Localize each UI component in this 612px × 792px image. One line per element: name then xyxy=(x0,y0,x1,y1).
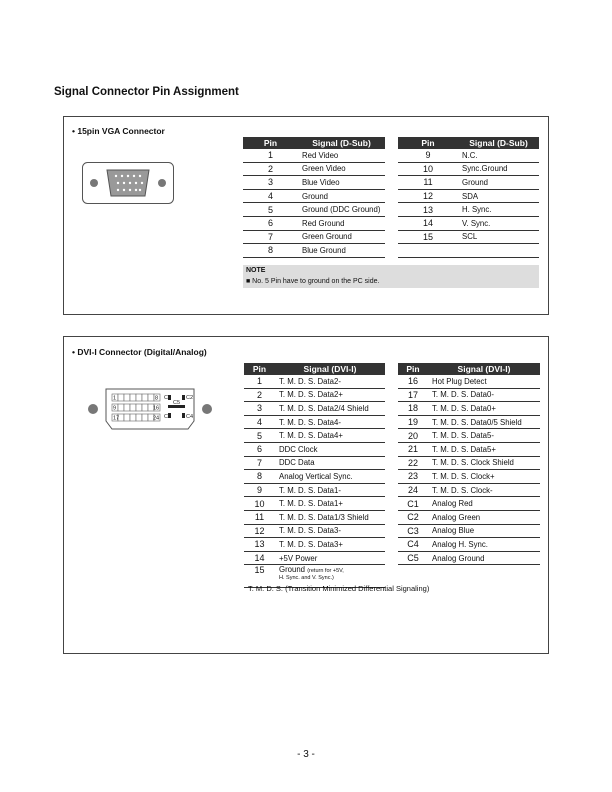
pin-signal: T. M. D. S. Data0+ xyxy=(428,402,540,416)
pin-number: 22 xyxy=(398,456,428,470)
pin-number: 7 xyxy=(243,230,298,244)
table-row xyxy=(398,230,539,244)
table-row xyxy=(243,189,385,203)
pin-header: Pin xyxy=(243,137,298,149)
table-row xyxy=(398,388,540,402)
note-heading: NOTE xyxy=(246,267,266,274)
pin-signal: Ground xyxy=(298,189,385,203)
table-row xyxy=(398,510,540,524)
pin-number: C5 xyxy=(398,551,428,565)
table-row xyxy=(244,429,385,443)
pin-number: C4 xyxy=(398,538,428,552)
table-row xyxy=(243,216,385,230)
pin-number: 1 xyxy=(243,149,298,162)
table-row xyxy=(398,162,539,176)
pin-signal: Analog Red xyxy=(428,497,540,511)
signal-header: Signal (D-Sub) xyxy=(458,137,539,149)
pin-signal: T. M. D. S. Data4- xyxy=(275,415,385,429)
table-row xyxy=(398,375,540,388)
pin-signal: N.C. xyxy=(458,149,539,162)
pin-number: 1 xyxy=(244,375,275,388)
page-title: Signal Connector Pin Assignment xyxy=(54,86,239,98)
table-row xyxy=(244,415,385,429)
dvi-pin-label-24: 24 xyxy=(153,415,160,422)
signal-header: Signal (DVI-I) xyxy=(428,363,540,375)
dvi-pin-label-1: 1 xyxy=(113,395,117,402)
pin-signal: SCL xyxy=(458,230,539,244)
pin-number: 4 xyxy=(243,189,298,203)
pin-signal: T. M. D. S. Data1+ xyxy=(275,497,385,511)
pin-number: 7 xyxy=(244,456,275,470)
pin-number: 17 xyxy=(398,388,428,402)
dvi-pin-label-17: 17 xyxy=(113,415,120,422)
pin-number: 3 xyxy=(244,402,275,416)
pin-signal: Blue Video xyxy=(298,176,385,190)
pin-signal: Red Ground xyxy=(298,216,385,230)
pin-signal: T. M. D. S. Data5- xyxy=(428,429,540,443)
pin-signal: DDC Data xyxy=(275,456,385,470)
pin-number: 14 xyxy=(244,551,275,565)
pin-signal: SDA xyxy=(458,189,539,203)
table-row xyxy=(243,244,385,258)
pin-signal: T. M. D. S. Data1/3 Shield xyxy=(275,510,385,524)
pin-header: Pin xyxy=(244,363,275,375)
dvi-pin-label-c1: C1 xyxy=(164,395,172,401)
vga-pin-table-left xyxy=(243,137,385,258)
pin-number: 15 xyxy=(398,230,458,244)
pin-number: C2 xyxy=(398,510,428,524)
pin-signal: Analog Green xyxy=(428,510,540,524)
pin-number: 21 xyxy=(398,442,428,456)
table-row xyxy=(244,470,385,484)
table-row xyxy=(244,456,385,470)
pin-number: 16 xyxy=(398,375,428,388)
pin-signal: T. M. D. S. Clock Shield xyxy=(428,456,540,470)
pin-signal: Sync.Ground xyxy=(458,162,539,176)
pin-signal: DDC Clock xyxy=(275,442,385,456)
pin-number: 18 xyxy=(398,402,428,416)
table-row xyxy=(244,483,385,497)
pin-signal: Ground (DDC Ground) xyxy=(298,203,385,217)
pin-number: 2 xyxy=(243,162,298,176)
table-row xyxy=(398,470,540,484)
pin-number: 15 xyxy=(244,565,275,588)
table-row xyxy=(398,216,539,230)
page-number: - 3 - xyxy=(297,749,315,760)
vga-pin-table-right xyxy=(398,137,539,258)
pin-signal: Blue Ground xyxy=(298,244,385,258)
pin-signal: T. M. D. S. Data4+ xyxy=(275,429,385,443)
pin-number: 24 xyxy=(398,483,428,497)
pin-signal: Analog H. Sync. xyxy=(428,538,540,552)
dvi-pin-label-c5: C5 xyxy=(173,400,181,406)
table-row xyxy=(243,203,385,217)
table-row xyxy=(243,149,385,162)
table-row xyxy=(244,402,385,416)
dvi-pin-label-c4: C4 xyxy=(186,414,194,420)
pin-signal: Analog Blue xyxy=(428,524,540,538)
table-row xyxy=(244,551,385,565)
pin-number: 12 xyxy=(398,189,458,203)
table-row xyxy=(244,524,385,538)
table-row xyxy=(398,244,539,258)
dvi-pin-table-left xyxy=(244,363,385,588)
pin-header: Pin xyxy=(398,137,458,149)
pin-number: 9 xyxy=(398,149,458,162)
table-row xyxy=(243,230,385,244)
pin-header: Pin xyxy=(398,363,428,375)
pin-signal: H. Sync. xyxy=(458,203,539,217)
table-row xyxy=(398,442,540,456)
pin-number: 9 xyxy=(244,483,275,497)
pin-number: 12 xyxy=(244,524,275,538)
pin-signal: Green Video xyxy=(298,162,385,176)
pin-number: C1 xyxy=(398,497,428,511)
pin-signal: T. M. D. S. Data0- xyxy=(428,388,540,402)
dvi-pin-label-c2: C2 xyxy=(186,395,194,401)
pin-number: 2 xyxy=(244,388,275,402)
dvi-pin-label-16: 16 xyxy=(153,405,160,412)
dvi-pin-table-right xyxy=(398,363,540,565)
pin-number: 23 xyxy=(398,470,428,484)
pin-signal: T. M. D. S. Clock+ xyxy=(428,470,540,484)
pin-signal: T. M. D. S. Data2- xyxy=(275,375,385,388)
pin-signal: Hot Plug Detect xyxy=(428,375,540,388)
pin-number: 6 xyxy=(243,216,298,230)
table-row xyxy=(243,176,385,190)
tmds-footnote: T. M. D. S. (Transition Minimized Differential Signaling) xyxy=(248,584,430,593)
pin-signal-subtext: H. Sync. and V. Sync.) xyxy=(279,574,334,581)
pin-number: 8 xyxy=(243,244,298,258)
pin-signal: T. M. D. S. Data2+ xyxy=(275,388,385,402)
pin-signal: T. M. D. S. Data2/4 Shield xyxy=(275,402,385,416)
pin-signal-subtext: (return for +5V, xyxy=(307,568,344,575)
vga-connector-icon xyxy=(82,162,174,204)
note-text: ■ No. 5 Pin have to ground on the PC side. xyxy=(246,278,380,285)
dvi-pin-label-8: 8 xyxy=(155,395,159,402)
pin-signal: Ground xyxy=(458,176,539,190)
pin-signal: Ground xyxy=(279,565,306,575)
table-row xyxy=(244,510,385,524)
pin-number: 11 xyxy=(244,510,275,524)
dvi-connector-icon xyxy=(84,387,216,431)
table-row xyxy=(398,189,539,203)
pin-number: 13 xyxy=(398,203,458,217)
table-row xyxy=(244,442,385,456)
table-row xyxy=(398,402,540,416)
table-row xyxy=(398,483,540,497)
table-row xyxy=(244,538,385,552)
pin-number: 13 xyxy=(244,538,275,552)
pin-signal: T. M. D. S. Data3+ xyxy=(275,538,385,552)
table-row xyxy=(244,497,385,511)
pin-number: 4 xyxy=(244,415,275,429)
table-row xyxy=(398,149,539,162)
pin-number: 11 xyxy=(398,176,458,190)
pin-signal: T. M. D. S. Data0/5 Shield xyxy=(428,415,540,429)
table-row xyxy=(398,203,539,217)
pin-number: 3 xyxy=(243,176,298,190)
dvi-pin-label-9: 9 xyxy=(113,405,117,412)
pin-number: 19 xyxy=(398,415,428,429)
table-row xyxy=(398,176,539,190)
pin-signal: T. M. D. S. Data1- xyxy=(275,483,385,497)
empty-cell xyxy=(458,244,539,258)
table-row xyxy=(398,415,540,429)
vga-note-box xyxy=(243,265,539,288)
pin-number: 10 xyxy=(398,162,458,176)
pin-signal: Analog Ground xyxy=(428,551,540,565)
table-row xyxy=(398,456,540,470)
pin-signal: Analog Vertical Sync. xyxy=(275,470,385,484)
signal-header: Signal (DVI-I) xyxy=(275,363,385,375)
signal-header: Signal (D-Sub) xyxy=(298,137,385,149)
pin-signal: V. Sync. xyxy=(458,216,539,230)
pin-signal: T. M. D. S. Data5+ xyxy=(428,442,540,456)
table-row xyxy=(244,375,385,388)
dvi-pin-label-c3: C3 xyxy=(164,414,172,420)
pin-signal: Red Video xyxy=(298,149,385,162)
table-row xyxy=(244,388,385,402)
pin-number: 6 xyxy=(244,442,275,456)
pin-number: 5 xyxy=(244,429,275,443)
pin-number: 8 xyxy=(244,470,275,484)
table-row xyxy=(398,497,540,511)
pin-number: 5 xyxy=(243,203,298,217)
table-row xyxy=(398,429,540,443)
empty-cell xyxy=(398,244,458,258)
table-row xyxy=(243,162,385,176)
pin-signal: Green Ground xyxy=(298,230,385,244)
pin-number: 14 xyxy=(398,216,458,230)
pin-number: C3 xyxy=(398,524,428,538)
vga-section-label: • 15pin VGA Connector xyxy=(72,126,165,136)
pin-signal: +5V Power xyxy=(275,551,385,565)
pin-number: 20 xyxy=(398,429,428,443)
dvi-section-label: • DVI-I Connector (Digital/Analog) xyxy=(72,347,207,357)
table-row xyxy=(398,524,540,538)
pin-number: 10 xyxy=(244,497,275,511)
pin-signal: T. M. D. S. Data3- xyxy=(275,524,385,538)
table-row xyxy=(398,551,540,565)
table-row xyxy=(398,538,540,552)
pin-signal: T. M. D. S. Clock- xyxy=(428,483,540,497)
